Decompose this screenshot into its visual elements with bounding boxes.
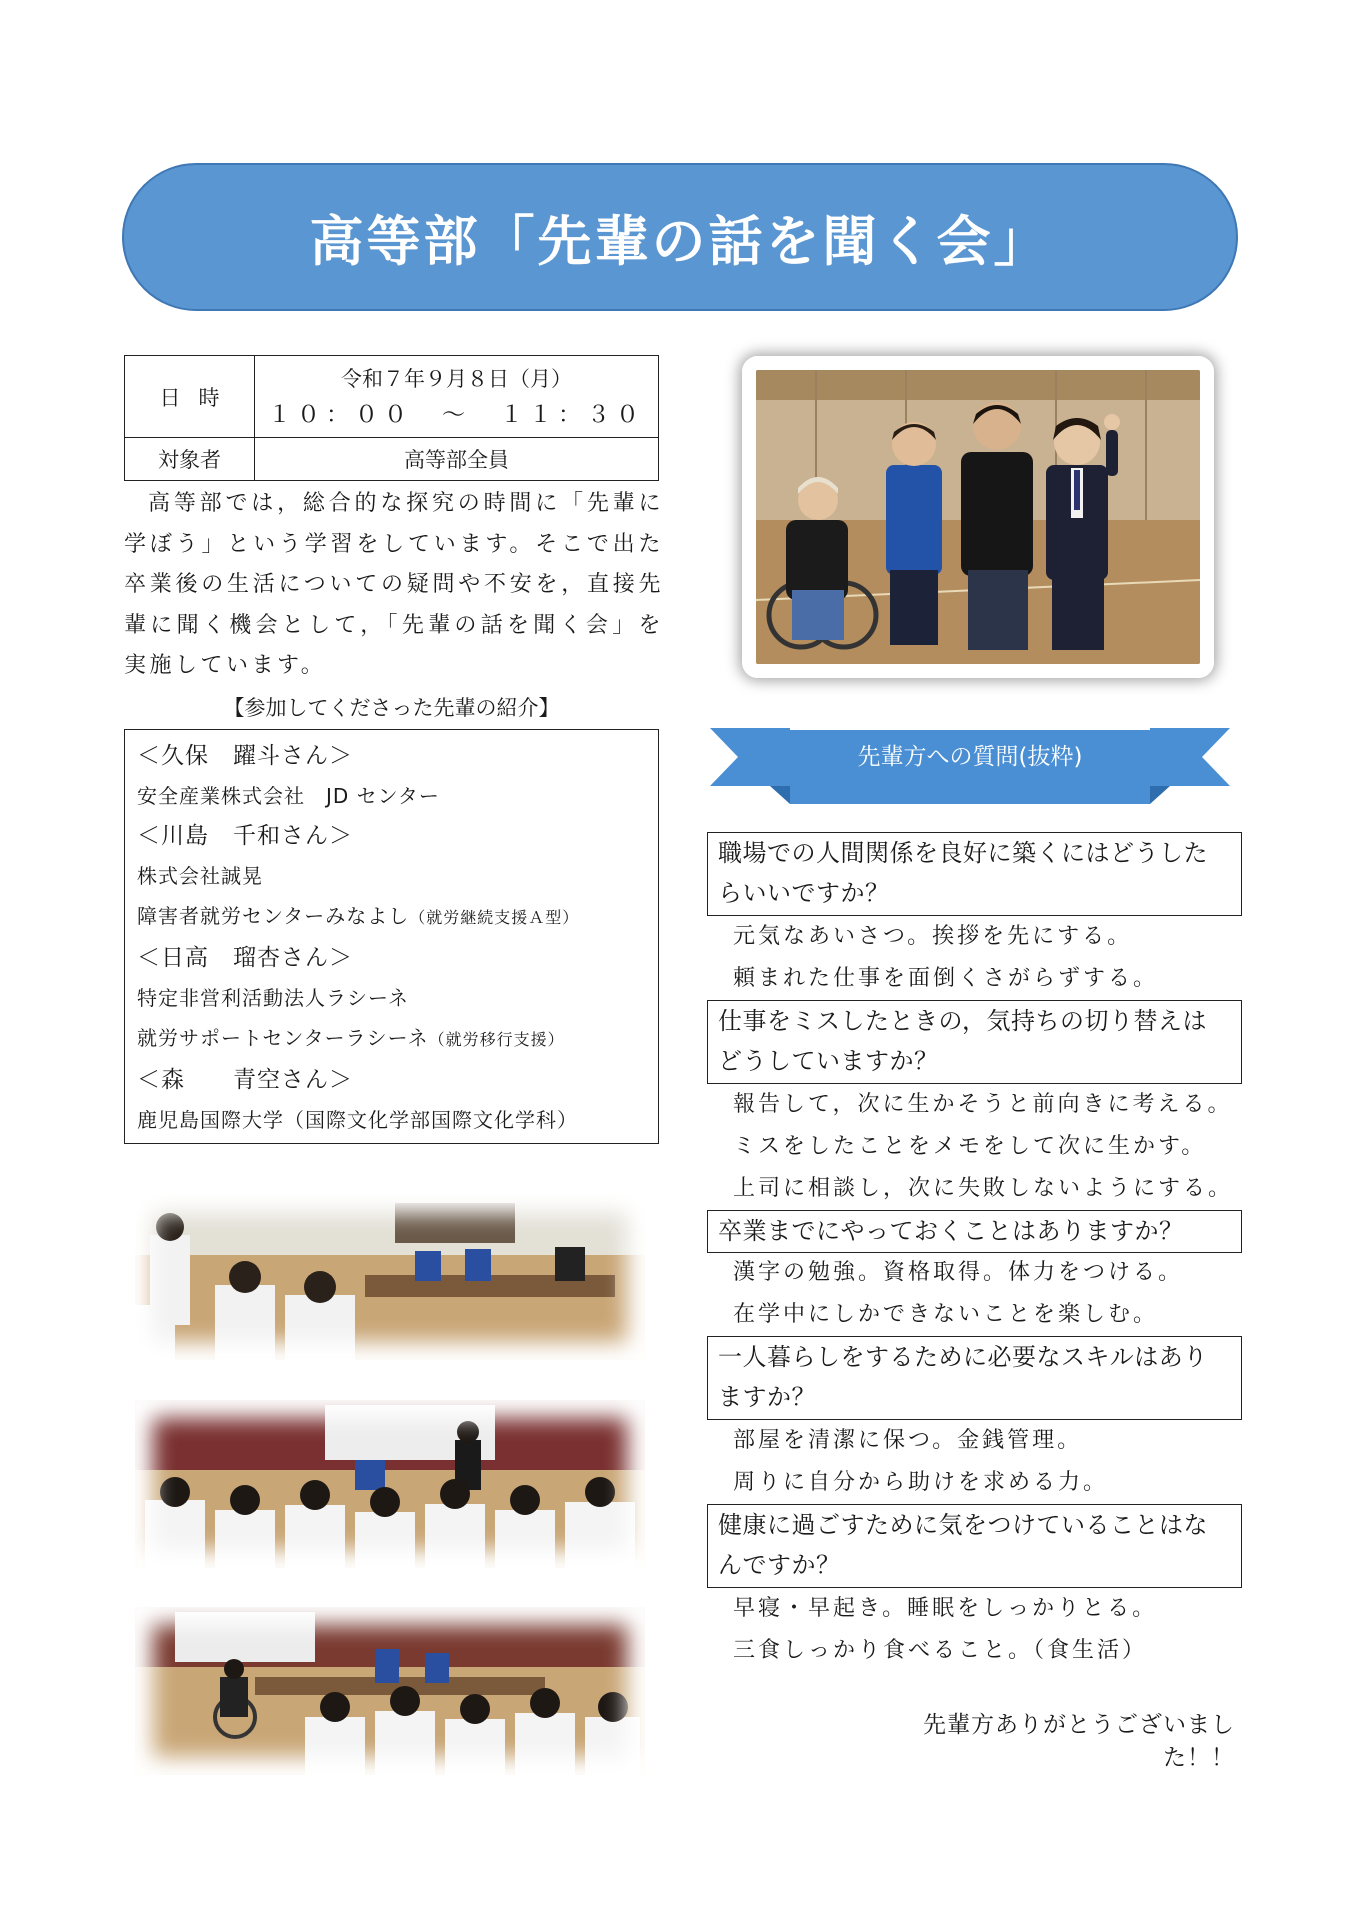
answer-list (733, 1420, 1233, 1504)
senpai-org: 安全産業株式会社 JD センター (137, 784, 440, 808)
senpai-heading: 【参加してくださった先輩の紹介】 (223, 696, 560, 720)
event-photo-1-image (135, 1195, 645, 1360)
date-value (255, 356, 658, 438)
senpai-org-note: （就労移行支援） (428, 1030, 565, 1049)
senpai-org: 鹿児島国際大学（国際文化学部国際文化学科） (137, 1108, 578, 1132)
answer-line: 三食しっかり食べること。（食生活） (733, 1638, 1148, 1663)
date-line-1: 令和７年９月８日（月） (341, 366, 572, 391)
senpai-org: 就労サポートセンターラシーネ (137, 1026, 429, 1050)
qa-heading: 先輩方への質問(抜粋) (857, 743, 1083, 770)
answer-list (733, 1588, 1233, 1672)
event-photo-2-image (135, 1400, 645, 1568)
page-title: 高等部「先輩の話を聞く会」 (309, 209, 1051, 273)
answer-line: 在学中にしかできないことを楽しむ。 (733, 1302, 1159, 1327)
event-photo-2 (135, 1400, 645, 1568)
answer-list (733, 1084, 1233, 1210)
info-table (124, 355, 659, 481)
answer-line: 頼まれた仕事を面倒くさがらずする。 (733, 966, 1159, 991)
event-photo-1 (135, 1195, 645, 1360)
event-photo-3 (135, 1607, 645, 1775)
answer-line: 上司に相談し，次に失敗しないようにする。 (733, 1176, 1234, 1201)
answer-line: 早寝・早起き。睡眠をしっかりとる。 (733, 1596, 1158, 1621)
thanks-message: 先輩方ありがとうございました！！ (923, 1712, 1235, 1771)
answer-line: 元気なあいさつ。挨拶を先にする。 (733, 924, 1133, 949)
answer-list (733, 1252, 1233, 1336)
date-label: 日時 (125, 356, 255, 438)
title-banner (122, 163, 1238, 311)
graduates-photo-image (756, 370, 1200, 664)
senpai-org-line (137, 1018, 646, 1060)
target-label: 対象者 (125, 438, 255, 480)
question-box: 健康に過ごすために気をつけていることはなんですか？ (707, 1504, 1242, 1588)
time-line: １０：００ ～ １１：３０ (268, 401, 645, 428)
question-box: 仕事をミスしたときの，気持ちの切り替えはどうしていますか？ (707, 1000, 1242, 1084)
senpai-box (124, 729, 659, 1144)
senpai-name: ＜日高 瑠杏さん＞ (137, 945, 353, 971)
event-photo-3-image (135, 1607, 645, 1775)
senpai-name: ＜久保 躍斗さん＞ (137, 743, 353, 769)
senpai-org: 特定非営利活動法人ラシーネ (137, 986, 409, 1010)
senpai-name: ＜森 青空さん＞ (137, 1067, 353, 1093)
question-box: 卒業までにやっておくことはありますか？ (707, 1210, 1242, 1253)
intro-paragraph: 高等部では，総合的な探究の時間に「先輩に学ぼう」という学習をしています。そこで出た卒業後の生活についての疑問や不安を，直接先輩に聞く機会として，「先輩の話を聞く会」を実施しています。 (124, 491, 664, 678)
answer-line: 周りに自分から助けを求める力。 (733, 1470, 1109, 1495)
question-box: 一人暮らしをするために必要なスキルはありますか？ (707, 1336, 1242, 1420)
answer-line: 部屋を清潔に保つ。金銭管理。 (733, 1428, 1083, 1453)
answer-line: 報告して，次に生かそうと前向きに考える。 (733, 1092, 1233, 1117)
senpai-org-line (137, 896, 646, 938)
senpai-org: 株式会社誠晃 (137, 864, 263, 888)
graduates-photo (742, 356, 1214, 678)
senpai-org: 障害者就労センターみなよし (137, 904, 410, 928)
answer-line: 漢字の勉強。資格取得。体力をつける。 (733, 1260, 1184, 1285)
target-value: 高等部全員 (404, 448, 509, 472)
answer-list (733, 916, 1233, 1000)
question-box: 職場での人間関係を良好に築くにはどうしたらいいですか？ (707, 832, 1242, 916)
senpai-name: ＜川島 千和さん＞ (137, 823, 353, 849)
senpai-org-note: （就労継続支援Ａ型） (409, 908, 580, 927)
answer-line: ミスをしたことをメモをして次に生かす。 (733, 1134, 1207, 1159)
